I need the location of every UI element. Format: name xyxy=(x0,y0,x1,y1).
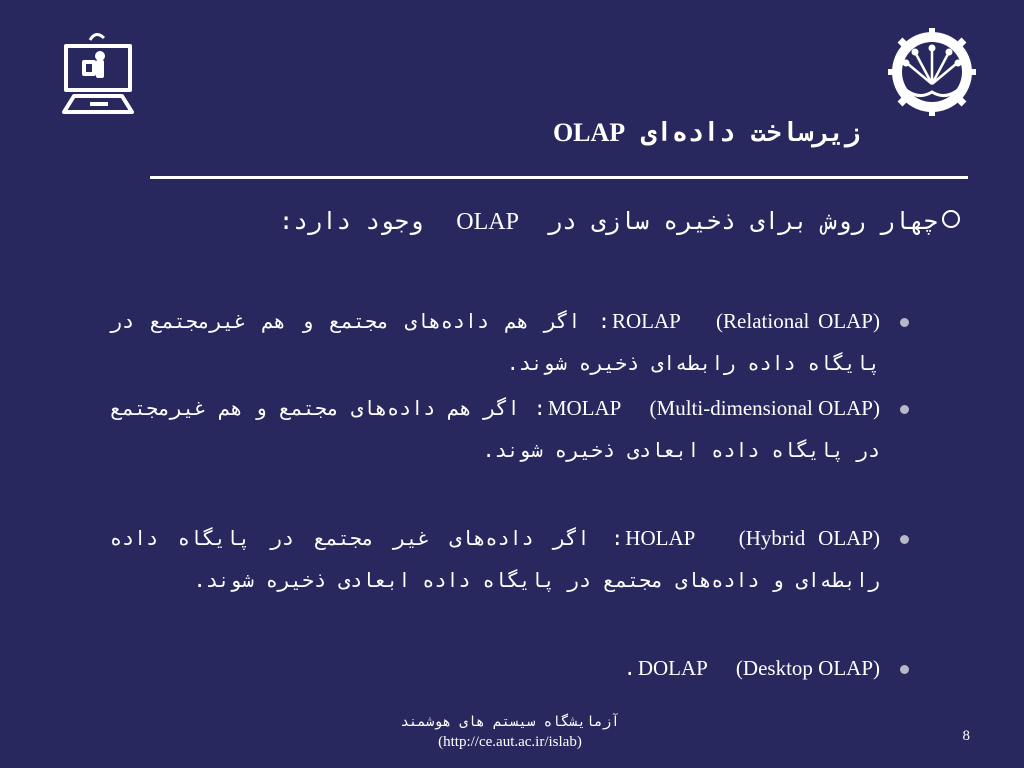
university-seal-logo-icon xyxy=(886,26,978,118)
hollow-circle-bullet-icon xyxy=(942,210,960,228)
bullet-description: . xyxy=(623,656,638,680)
bullet-expansion: (Hybrid OLAP) xyxy=(738,526,880,550)
slide-title xyxy=(440,118,860,148)
bullet-acronym: HOLAP xyxy=(625,526,696,550)
computer-user-logo-icon xyxy=(60,32,140,116)
slide-title-olap: OLAP xyxy=(552,118,626,147)
bullet-dot-icon xyxy=(900,405,909,414)
main-bullet-part1: چهار روش برای ذخیره سازی در xyxy=(547,207,938,235)
bullet-acronym: MOLAP xyxy=(547,396,622,420)
bullet-molap xyxy=(110,387,880,471)
bullet-description: : اگر هم داده‌های مجتمع و هم غیرمجتمع در پایگاه داده ابعادی ذخیره شوند. xyxy=(110,396,880,462)
footer-lab-name: آزمایشگاه سیستم های هوشمند xyxy=(400,714,620,730)
bullet-expansion: (Desktop OLAP) xyxy=(735,656,880,680)
main-bullet-part2: وجود دارد: xyxy=(278,207,424,235)
bullet-holap xyxy=(110,517,880,601)
bullet-dolap xyxy=(110,647,880,689)
bullet-acronym: DOLAP xyxy=(637,656,708,680)
main-bullet-text xyxy=(120,200,938,243)
bullet-description: : اگر داده‌های غیر مجتمع در پایگاه داده رابطه‌ای و داده‌های مجتمع در پایگاه داده ابعادی ذخیره شوند. xyxy=(110,526,880,592)
bullet-description: : اگر هم داده‌های مجتمع و هم غیرمجتمع در پایگاه داده رابطه‌ای ذخیره شوند. xyxy=(110,309,880,375)
slide-title-persian: زیرساخت داده‌ای xyxy=(640,118,860,148)
bullet-rolap xyxy=(110,300,880,384)
bullet-dot-icon xyxy=(900,665,909,674)
main-bullet-olap: OLAP xyxy=(456,209,519,235)
bullet-expansion: (Multi-dimensional OLAP) xyxy=(649,396,880,420)
title-divider xyxy=(150,176,968,179)
footer-url: (http://ce.aut.ac.ir/islab) xyxy=(438,734,582,750)
bullet-dot-icon xyxy=(900,535,909,544)
bullet-expansion: (Relational OLAP) xyxy=(716,309,880,333)
footer-lab-info xyxy=(300,712,720,752)
bullet-acronym: ROLAP xyxy=(612,309,681,333)
bullet-dot-icon xyxy=(900,318,909,327)
page-number: 8 xyxy=(962,728,970,744)
